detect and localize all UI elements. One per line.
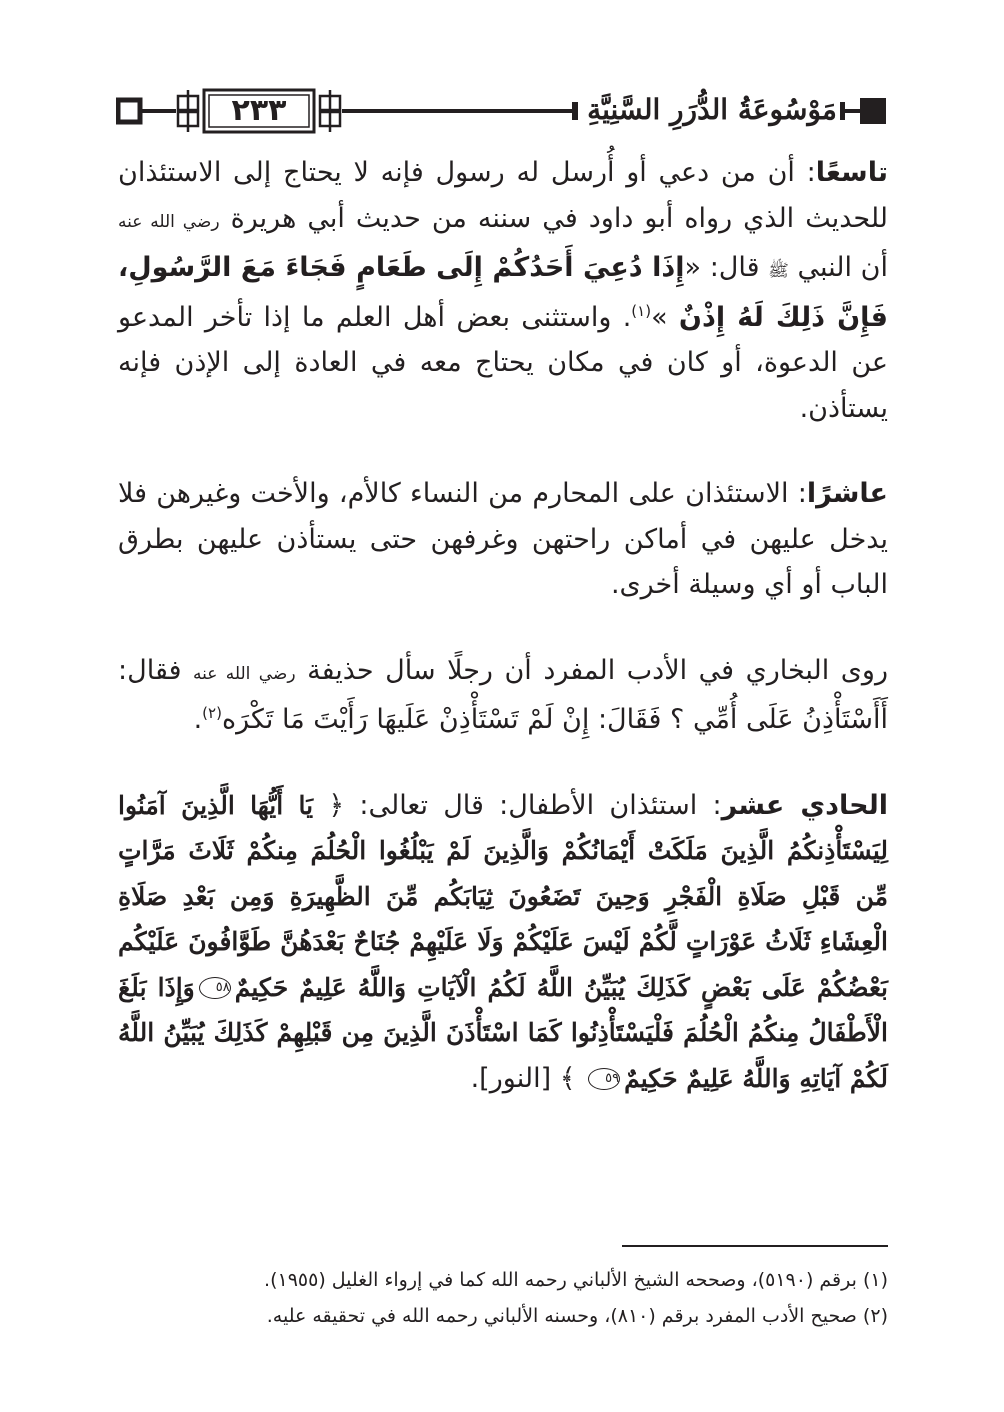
section-lead: عاشرًا xyxy=(806,478,888,509)
quran-verse: يَا أَيُّهَا الَّذِينَ آمَنُوا لِيَسْتَأْذِنكُمُ الَّذِينَ مَلَكَتْ أَيْمَانُكُمْ وَالَّذِينَ لَمْ يَبْلُغُوا الْحُلُمَ مِنكُمْ ثَلَاثَ مَرَّاتٍ مِّن قَبْلِ صَلَاةِ الْفَجْرِ وَحِينَ تَضَعُونَ ثِيَابَكُم مِّنَ الظَّهِيرَةِ وَمِن بَعْدِ صَلَاةِ الْعِشَاءِ ثَلَاثُ عَوْرَاتٍ لَّكُمْ لَيْسَ عَلَيْكُمْ وَلَا عَلَيْهِمْ جُنَاحٌ بَعْدَهُنَّ طَوَّافُونَ عَلَيْكُم بَعْضُكُمْ عَلَى بَعْضٍ كَذَلِكَ يُبَيِّنُ اللَّهُ لَكُمُ الْآيَاتِ وَاللَّهُ عَلِيمٌ حَكِيمٌ xyxy=(118,790,888,1002)
text-segment: قال: « xyxy=(684,252,769,283)
hadith-text: إِذَا دُعِيَ أَحَدُكُمْ إِلَى طَعَامٍ فَجَاءَ مَعَ الرَّسُولِ، فَإِنَّ ذَلِكَ لَهُ إِذْنٌ xyxy=(118,252,888,333)
text-segment: : استئذان الأطفال: قال تعالى: ﴿ xyxy=(313,789,722,821)
text-segment: أن النبي xyxy=(788,252,888,283)
footnote-item: (١) برقم (٥١٩٠)، وصححه الشيخ الألباني رحمه الله كما في إرواء الغليل (١٩٥٥). xyxy=(264,1269,888,1291)
text-segment: ﴾ [النور]. xyxy=(470,1062,585,1094)
ayah-number-badge: ٥٩ xyxy=(588,1068,620,1090)
quran-verse: وَإِذَا بَلَغَ الْأَطْفَالُ مِنكُمُ الْحُلُمَ فَلْيَسْتَأْذِنُوا كَمَا اسْتَأْذَنَ الَّذِينَ مِن قَبْلِهِمْ كَذَلِكَ يُبَيِّنُ اللَّهُ لَكُمْ آيَاتِهِ وَاللَّهُ عَلِيمٌ حَكِيمٌ xyxy=(118,972,888,1093)
footnote-separator xyxy=(622,1245,888,1247)
text-segment: فقال: أَأَسْتَأْذِنُ عَلَى أُمِّي ؟ فَقَالَ: إِنْ لَمْ تَسْتَأْذِنْ عَلَيهَا رَأَيْتَ مَا تَكْرَه xyxy=(118,654,888,735)
text-segment: روى البخاري في الأدب المفرد أن رجلًا سأل حذيفة xyxy=(295,654,888,686)
section-lead: الحادي عشر xyxy=(721,789,888,821)
ayah-number-badge: ٥٨ xyxy=(199,977,231,999)
paragraph-eleventh xyxy=(118,783,888,1102)
paragraph-bukhari xyxy=(118,648,888,743)
text-segment: » xyxy=(651,301,679,333)
footnotes xyxy=(118,1262,888,1334)
paragraph-ninth xyxy=(118,150,888,431)
page-header xyxy=(116,86,888,138)
honorific-glyph: رضي الله عنه xyxy=(118,211,220,232)
book-title: مَوْسُوعَةُ الدُّرَرِ السَّنِيَّةِ xyxy=(587,92,837,126)
text-segment: . xyxy=(193,704,203,735)
honorific-glyph: رضي الله عنه xyxy=(193,663,296,684)
text-segment: : أن من دعي أو أُرسل له رسول فإنه لا يحتاج إلى الاستئذان للحديث الذي رواه أبو داود في سننه من حديث أبي هريرة xyxy=(118,157,889,234)
footnote-ref[interactable]: (٢) xyxy=(202,704,222,722)
footnote-item: (٢) صحيح الأدب المفرد برقم (٨١٠)، وحسنه الألباني رحمه الله في تحقيقه عليه. xyxy=(266,1305,888,1327)
paragraph-tenth xyxy=(118,471,888,608)
main-text xyxy=(118,150,888,1101)
section-lead: تاسعًا xyxy=(815,157,888,188)
text-segment: . واستثنى بعض أهل العلم ما إذا تأخر المدعو عن الدعوة، أو كان في مكان يحتاج معه في العادة إلى الإذن فإنه يستأذن. xyxy=(118,301,888,424)
honorific-glyph: ﷺ xyxy=(768,261,789,281)
footnote-ref[interactable]: (١) xyxy=(631,301,652,320)
text-segment: : الاستئذان على المحارم من النساء كالأم، والأخت وغيرهن فلا يدخل عليهن في أماكن راحتهن وغرفهن حتى يستأذن عليهن بطرق الباب أو أي وسيلة أخرى. xyxy=(118,478,888,600)
page-number: ٢٣٣ xyxy=(231,92,287,128)
